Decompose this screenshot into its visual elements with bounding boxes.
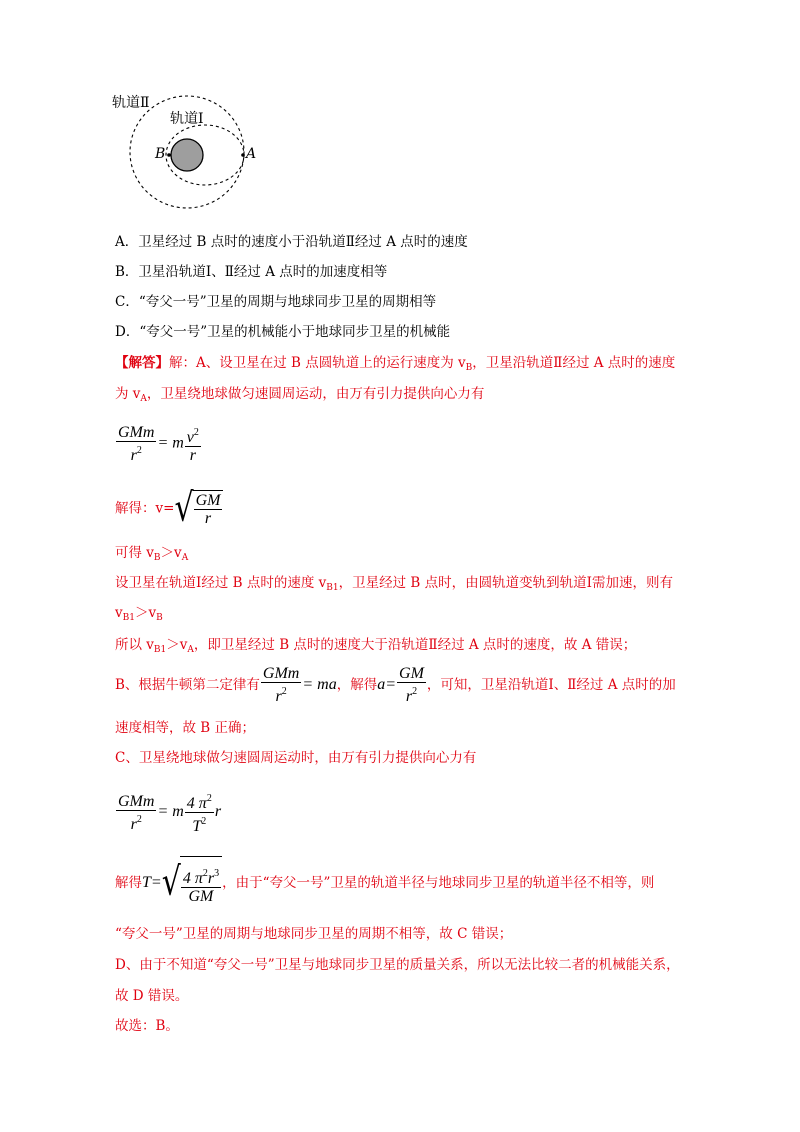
final-choice: 故选：B。 <box>115 1018 179 1034</box>
answer-line-2: 为 $v_A$，卫星绕地球做匀速圆周运动，由万有引力提供向心力有 <box>115 386 485 404</box>
solve-period-line: 解得T= √ $\frac{4 \pi^2r^3}{GM}$ ，由于“夸父一号”卫星的轨道半径与地球同步卫星的轨道半径不相等，则 <box>115 856 654 910</box>
conclusion-a: 所以 $v_{B1}>v_A$，即卫星经过 B 点时的速度大于沿轨道Ⅱ经过 A 点时的速度，故 A 错误； <box>115 637 637 655</box>
point-b-dot <box>167 153 171 157</box>
earth-circle <box>171 139 203 171</box>
analysis-c-line-1: C、卫星绕地球做匀速圆周运动时，由万有引力提供向心力有 <box>115 750 477 766</box>
vb1-line-2: $v_{B1}>v_B$ <box>115 605 163 623</box>
answer-tag: 【解答】 <box>115 355 169 371</box>
orbit-2-label: 轨道Ⅱ <box>112 95 150 111</box>
point-a-dot <box>241 153 245 157</box>
orbit-figure <box>112 88 272 213</box>
analysis-b-line-2: 速度相等，故 B 正确； <box>115 720 256 736</box>
analysis-d-line-2: 故 D 错误。 <box>115 988 189 1004</box>
analysis-b-line-1: B、根据牛顿第二定律有 $\frac{\text{GMm}}{r^2}$ = ma，解得a= $\frac{GM}{r^2}$ ，可知，卫星沿轨道Ⅰ、Ⅱ经过 A 点时的加 <box>115 665 676 705</box>
option-d: D．“夸父一号”卫星的机械能小于地球同步卫星的机械能 <box>115 324 451 340</box>
analysis-d-line-1: D、由于不知道“夸父一号”卫星与地球同步卫星的质量关系，所以无法比较二者的机械能关系， <box>115 957 680 973</box>
solve-velocity-line: 解得：v= √ $\frac{GM}{r}$ <box>115 490 223 527</box>
answer-line-1: 【解答】解：A、设卫星在过 B 点圆轨道上的运行速度为 $v_B$，卫星沿轨道Ⅱ经过 A 点时的速度 <box>115 355 676 373</box>
point-b-label: B <box>155 146 166 162</box>
equation-gravity-velocity: $\frac{\text{GMm}}{r^2}$ = m $\frac{v^2}{r}$ <box>118 424 199 464</box>
option-b: B．卫星沿轨道Ⅰ、Ⅱ经过 A 点时的加速度相等 <box>115 264 388 280</box>
option-c: C．“夸父一号”卫星的周期与地球同步卫星的周期相等 <box>115 294 437 310</box>
point-a-label: A <box>246 146 257 162</box>
conclusion-c: “夸父一号”卫星的周期与地球同步卫星的周期不相等，故 C 错误； <box>115 926 513 942</box>
vb-greater-va: 可得 $v_B>v_A$ <box>115 545 189 563</box>
equation-gravity-period: $\frac{\text{GMm}}{r^2}$ = m $\frac{4 \pi^2}{T^2}$ r <box>115 790 221 835</box>
orbit-1-label: 轨道Ⅰ <box>170 111 204 127</box>
option-a: A．卫星经过 B 点时的速度小于沿轨道Ⅱ经过 A 点时的速度 <box>115 234 468 250</box>
vb1-line-1: 设卫星在轨道Ⅰ经过 B 点时的速度 $v_{B1}$，卫星经过 B 点时，由圆轨道变轨到轨道Ⅰ需加速，则有 <box>115 575 673 593</box>
